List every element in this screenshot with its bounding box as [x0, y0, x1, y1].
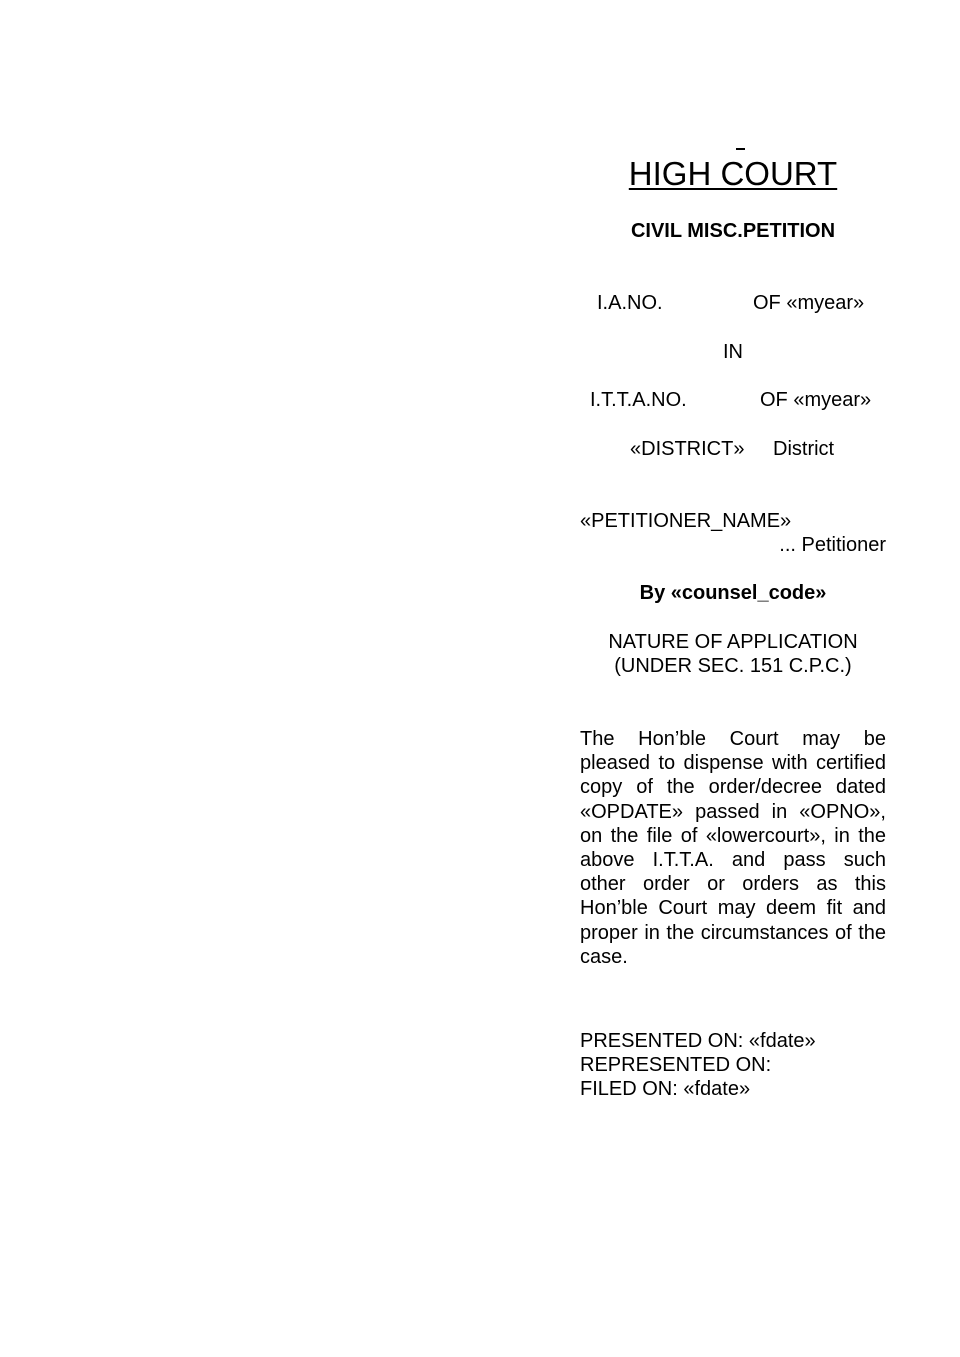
nature-section: (UNDER SEC. 151 C.P.C.) [614, 655, 852, 677]
prayer-paragraph: The Hon’ble Court may be pleased to dispense with certified copy of the order/decree dated «OPDATE» passed in «OPNO», on the file of «lowercourt», in the above I.T.T.A. and pass such other order or orders as this Hon’ble Court may deem fit and proper in the circumstances of the case. [580, 728, 886, 968]
represented-on: REPRESENTED ON: [580, 1054, 772, 1076]
petitioner-role: ... Petitioner [779, 534, 886, 556]
petitioner-name: «PETITIONER_NAME» [580, 510, 792, 532]
petition-type: CIVIL MISC.PETITION [630, 220, 836, 242]
filed-on: FILED ON: «fdate» [580, 1078, 751, 1100]
nature-heading: NATURE OF APPLICATION [608, 631, 858, 653]
presented-on: PRESENTED ON: «fdate» [580, 1030, 816, 1052]
ia-number-label: I.A.NO. [597, 292, 663, 314]
district-label: District [773, 438, 835, 460]
cover-column [580, 0, 886, 1357]
district-field: «DISTRICT» [630, 438, 745, 460]
counsel-line: By «counsel_code» [639, 582, 827, 604]
itta-year: OF «myear» [760, 389, 872, 411]
ia-year: OF «myear» [753, 292, 865, 314]
in-label: IN [723, 341, 743, 363]
court-title: HIGH COURT [628, 155, 838, 192]
itta-number-label: I.T.T.A.NO. [590, 389, 687, 411]
